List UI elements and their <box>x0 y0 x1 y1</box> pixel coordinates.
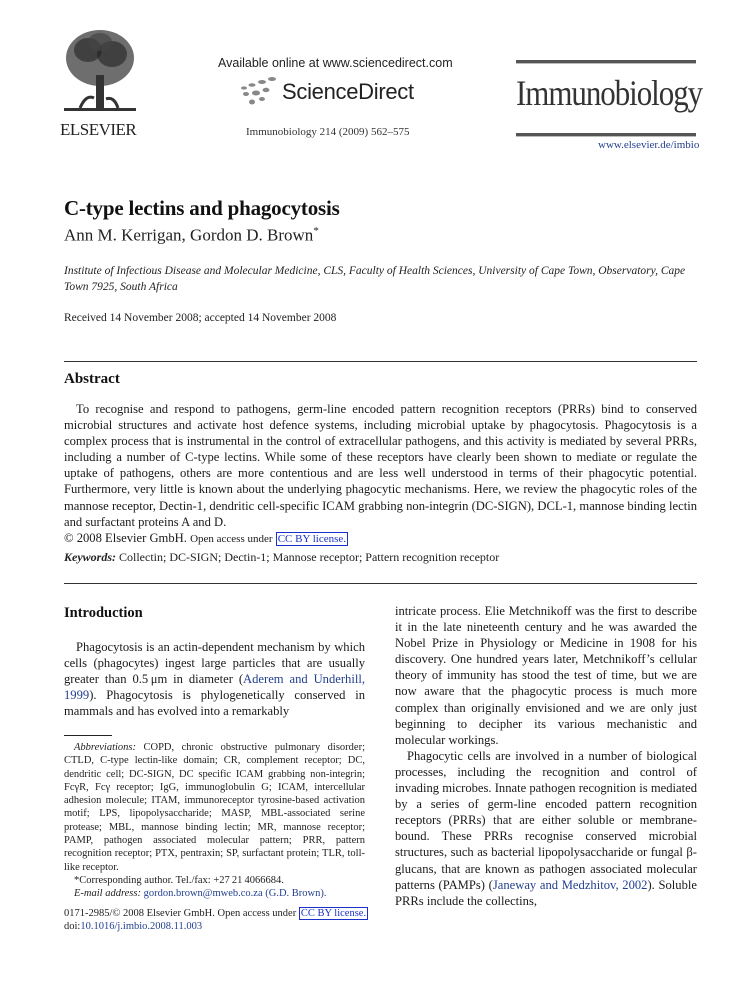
copyright-text: © 2008 Elsevier GmbH. <box>64 530 187 545</box>
available-online-text: Available online at www.sciencedirect.com <box>218 56 453 70</box>
abstract-text: To recognise and respond to pathogens, germ-line encoded pattern recognition receptors (PRRs) bind to conserved microbial structures and activate host defence systems, including microbial uptake by phagocytosis. Phagocytosis is a complex process that is instrumental in the control of extracellular pathogens, and this activity is mediated by several PRRs, including a number of C-type lectins. While some of these receptors have clearly been shown to mediate or regulate the uptake of pathogens, others are more contentious and are less well understood in terms of their phagocytic potential. Furthermore, very little is known about the underlying phagocytic mechanisms. Here, we review the phagocytic roles of the mannose receptor, Dectin-1, dendritic cell-specific ICAM grabbing non-integrin (DC-SIGN), DCL-1, mannose binding lectin and surfactant proteins A and D. <box>64 402 697 529</box>
keywords-text: Collectin; DC-SIGN; Dectin-1; Mannose receptor; Pattern recognition receptor <box>119 550 500 564</box>
journal-url-link[interactable]: www.elsevier.de/imbio <box>598 139 700 151</box>
author-list <box>64 225 319 246</box>
doi-line <box>64 920 384 933</box>
doi-link[interactable]: 10.1016/j.imbio.2008.11.003 <box>80 921 203 933</box>
keywords-label: Keywords: <box>64 550 116 564</box>
abstract-heading: Abstract <box>64 371 120 387</box>
journal-citation: Immunobiology 214 (2009) 562–575 <box>246 126 410 138</box>
header-rule-bottom <box>516 133 696 137</box>
doi-label: doi: <box>64 921 81 933</box>
issn-text: 0171-2985/© 2008 Elsevier GmbH. Open access under <box>64 908 297 919</box>
email-link[interactable]: gordon.brown@mweb.co.za <box>143 888 263 900</box>
introduction-heading: Introduction <box>64 605 143 621</box>
journal-name: Immunobiology <box>516 73 703 113</box>
intro-paragraph-2 <box>395 748 697 909</box>
copyright-line <box>64 530 697 547</box>
left-column-text <box>64 639 365 719</box>
citation-aderem-link[interactable]: Aderem and Underhill, 1999 <box>64 672 365 703</box>
abbreviations-text: COPD, chronic obstructive pulmonary disorder; CTLD, C-type lectin-like domain; CR, complement receptor; DC, dendritic cell; DC-SIGN, DC specific ICAM grabbing non-integrin; FcγR, Fcγ receptor; IgG, immunoglobulin G; ICAM, intercellular adhesion molecule; ITAM, immunoreceptor tyrosine-based activation motif; LPS, lipopolysaccharide; MASP, MBL-associated serine protease; MBL, mannose binding lectin; MR, mannose receptor; PAMP, pathogen associated molecular pattern; PRR, pattern recognition receptor; PTX, pentraxin; SP, surfactant protein; TLR, toll-like receptor. <box>64 742 366 873</box>
corresponding-author-mark[interactable]: * <box>313 225 319 237</box>
text-span: Phagocytosis is an actin-dependent mechanism by which cells (phagocytes) ingest large particles that are usually greater than 0.5 μm in diameter ( <box>64 640 365 687</box>
divider-top <box>64 361 697 362</box>
abbreviations-label: Abbreviations: <box>74 742 137 753</box>
cc-by-license-link-footer[interactable]: CC BY license. <box>300 908 367 919</box>
issn-line <box>64 907 384 920</box>
header-rule-top <box>516 60 696 64</box>
elsevier-wordmark: ELSEVIER <box>60 120 137 139</box>
received-accepted-dates: Received 14 November 2008; accepted 14 November 2008 <box>64 312 337 324</box>
divider-bottom <box>64 583 697 584</box>
footnotes <box>64 741 365 901</box>
right-column-text <box>395 603 697 909</box>
text-span: ). Soluble PRRs include the collectins, <box>395 877 697 908</box>
abstract-body <box>64 401 697 547</box>
text-span: Phagocytic cells are involved in a number of biological processes, including the recognition and control of invading microbes. Innate pathogen recognition is mediated by a series of germ-line encoded pattern recognition receptors (PRRs) that are either soluble or membrane-bound. These PRRs recognise conserved microbial structures, such as bacterial lipopolysaccharide or fungal β-glucans, that are known as pathogen associated molecular patterns (PAMPs) ( <box>395 748 697 892</box>
authors-text: Ann M. Kerrigan, Gordon D. Brown <box>64 225 314 245</box>
text-span: ). Phagocytosis is phylogenetically conserved in mammals and has evolved into a remarkably <box>64 688 365 719</box>
citation-janeway-link[interactable]: Janeway and Medzhitov, 2002 <box>492 877 648 892</box>
abbreviations-footnote <box>64 741 365 874</box>
email-suffix: (G.D. Brown). <box>265 888 327 900</box>
email-footnote <box>64 887 365 900</box>
intro-paragraph-1-cont: intricate process. Elie Metchnikoff was the first to describe it in the late nineteenth century and he was awarded the Nobel Prize in Physiology or Medicine in 1908 for his discovery. One hundred years later, Metchnikoff’s cellular theory of immunity has stood the test of time, but we are now aware that the phagocytic process is much more complex than originally envisioned and we are only just beginning to decipher its various mechanistic and molecular workings. <box>395 604 697 747</box>
keywords <box>64 550 499 565</box>
affiliation: Institute of Infectious Disease and Molecular Medicine, CLS, Faculty of Health Sciences, University of Cape Town, Observatory, Cape Town 7925, South Africa <box>64 265 686 293</box>
footnote-rule <box>64 735 112 736</box>
open-access-text: Open access under <box>190 532 273 545</box>
corresponding-footnote: *Corresponding author. Tel./fax: +27 21 4066684. <box>74 874 284 886</box>
email-label: E-mail address: <box>74 888 141 900</box>
article-title: C-type lectins and phagocytosis <box>64 196 340 220</box>
issn-block <box>64 907 384 934</box>
sciencedirect-wordmark: ScienceDirect <box>282 79 414 104</box>
cc-by-license-link[interactable]: CC BY license. <box>277 532 347 545</box>
intro-paragraph-1 <box>64 639 365 719</box>
